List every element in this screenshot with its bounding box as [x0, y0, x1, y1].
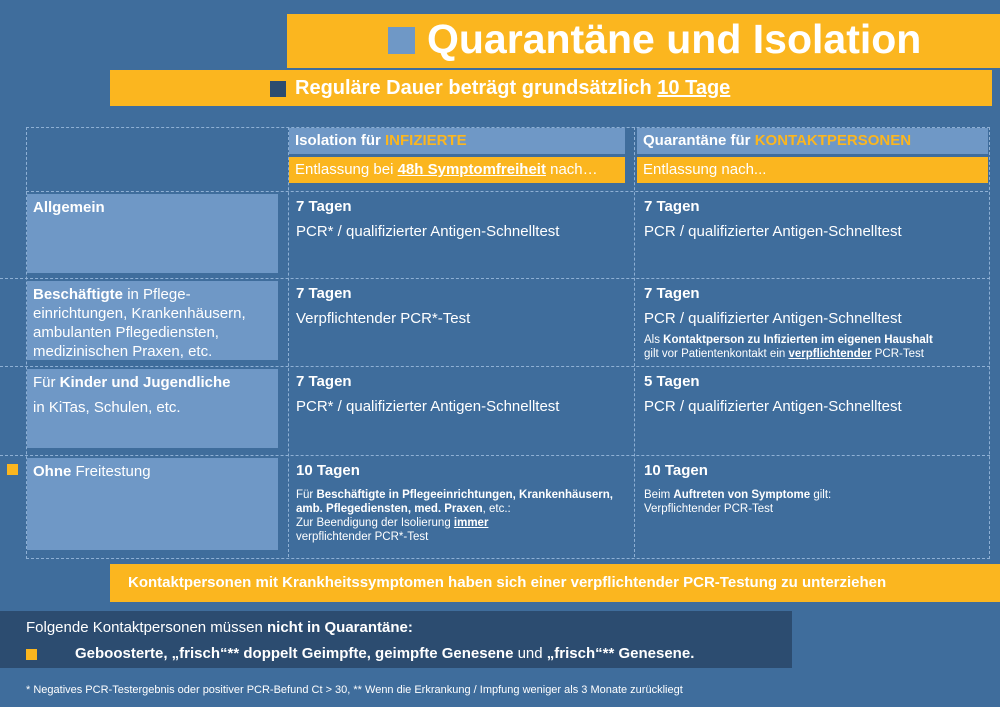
banner-text: Kontaktpersonen mit Krankheitssymptomen haben sich einer verpflichtender PCR-Testung zu unterziehen	[128, 574, 887, 591]
column-header-isolation: Isolation für INFIZIERTE	[289, 128, 625, 154]
test: PCR / qualifizierter Antigen-Schnelltest	[644, 398, 902, 415]
page-title: Quarantäne und Isolation	[427, 16, 922, 62]
test: PCR* / qualifizierter Antigen-Schnelltest	[296, 223, 560, 240]
days: 10 Tagen	[296, 462, 360, 479]
subtitle-duration: 10 Tage	[657, 77, 731, 99]
days: 7 Tagen	[296, 198, 352, 215]
cell-quarantine-allgemein	[644, 197, 902, 241]
row-divider	[0, 366, 990, 367]
days: 7 Tagen	[296, 373, 352, 390]
row-divider	[26, 191, 988, 192]
cell-isolation-allgemein	[296, 197, 559, 241]
cell-quarantine-ohne	[644, 461, 831, 516]
footnote: * Negatives PCR-Testergebnis oder positiver PCR-Befund Ct > 30, ** Wenn die Erkrankung / Impfung weniger als 3 Monate zurückliegt	[26, 684, 683, 696]
column-header-quarantine: Quarantäne für KONTAKTPERSONEN	[637, 128, 988, 154]
cell-quarantine-kinder	[644, 372, 902, 416]
row-label-allgemein: Allgemein	[27, 194, 278, 273]
days: 5 Tagen	[644, 373, 700, 390]
no-quarantine-heading: Folgende Kontaktpersonen müssen nicht in Quarantäne:	[26, 619, 413, 636]
cell-isolation-pflege	[296, 284, 470, 328]
no-quarantine-list: Geboosterte, „frisch“** doppelt Geimpfte, geimpfte Genesene und „frisch“** Genesene.	[75, 645, 695, 662]
days: 10 Tagen	[644, 462, 708, 479]
test: PCR / qualifizierter Antigen-Schnelltest	[644, 223, 902, 240]
days: 7 Tagen	[644, 285, 700, 302]
col-divider	[288, 127, 289, 557]
subtitle-prefix: Reguläre Dauer beträgt grundsätzlich	[295, 77, 658, 99]
test: PCR* / qualifizierter Antigen-Schnelltest	[296, 398, 560, 415]
row-divider	[0, 455, 990, 456]
row-divider	[0, 278, 990, 279]
square-icon	[388, 27, 415, 54]
test: PCR / qualifizierter Antigen-Schnelltest	[644, 310, 902, 327]
row-label-kinder: Für Kinder und Jugendliche in KiTas, Schulen, etc.	[27, 369, 278, 448]
square-icon	[270, 81, 286, 97]
days: 7 Tagen	[644, 198, 700, 215]
col-divider	[634, 127, 635, 557]
row-label-ohne: Ohne Freitestung	[27, 458, 278, 550]
row-label-pflege: Beschäftigte in Pflege- einrichtungen, Krankenhäusern, ambulanten Pflegediensten, medizinischen Praxen, etc.	[27, 281, 278, 360]
cell-isolation-ohne	[296, 461, 613, 544]
column-note-isolation: Entlassung bei 48h Symptomfreiheit nach…	[289, 157, 625, 183]
cell-isolation-kinder	[296, 372, 559, 416]
bullet-square-icon	[7, 464, 18, 475]
note: Für Beschäftigte in Pflegeeinrichtungen, Krankenhäusern, amb. Pflegediensten, med. Praxen, etc.: Zur Beendigung der Isolierung immer verpflichtender PCR*-Test	[296, 489, 613, 543]
days: 7 Tagen	[296, 285, 352, 302]
note: Beim Auftreten von Symptome gilt: Verpflichtender PCR-Test	[644, 489, 832, 515]
test: Verpflichtender PCR*-Test	[296, 310, 471, 327]
note: Als Kontaktperson zu Infizierten im eigenen Haushalt gilt vor Patientenkontakt ein verpflichtender PCR-Test	[644, 334, 933, 360]
subtitle	[295, 77, 730, 100]
bullet-square-icon	[26, 649, 37, 660]
column-note-quarantine: Entlassung nach...	[637, 157, 988, 183]
cell-quarantine-pflege	[644, 284, 933, 361]
